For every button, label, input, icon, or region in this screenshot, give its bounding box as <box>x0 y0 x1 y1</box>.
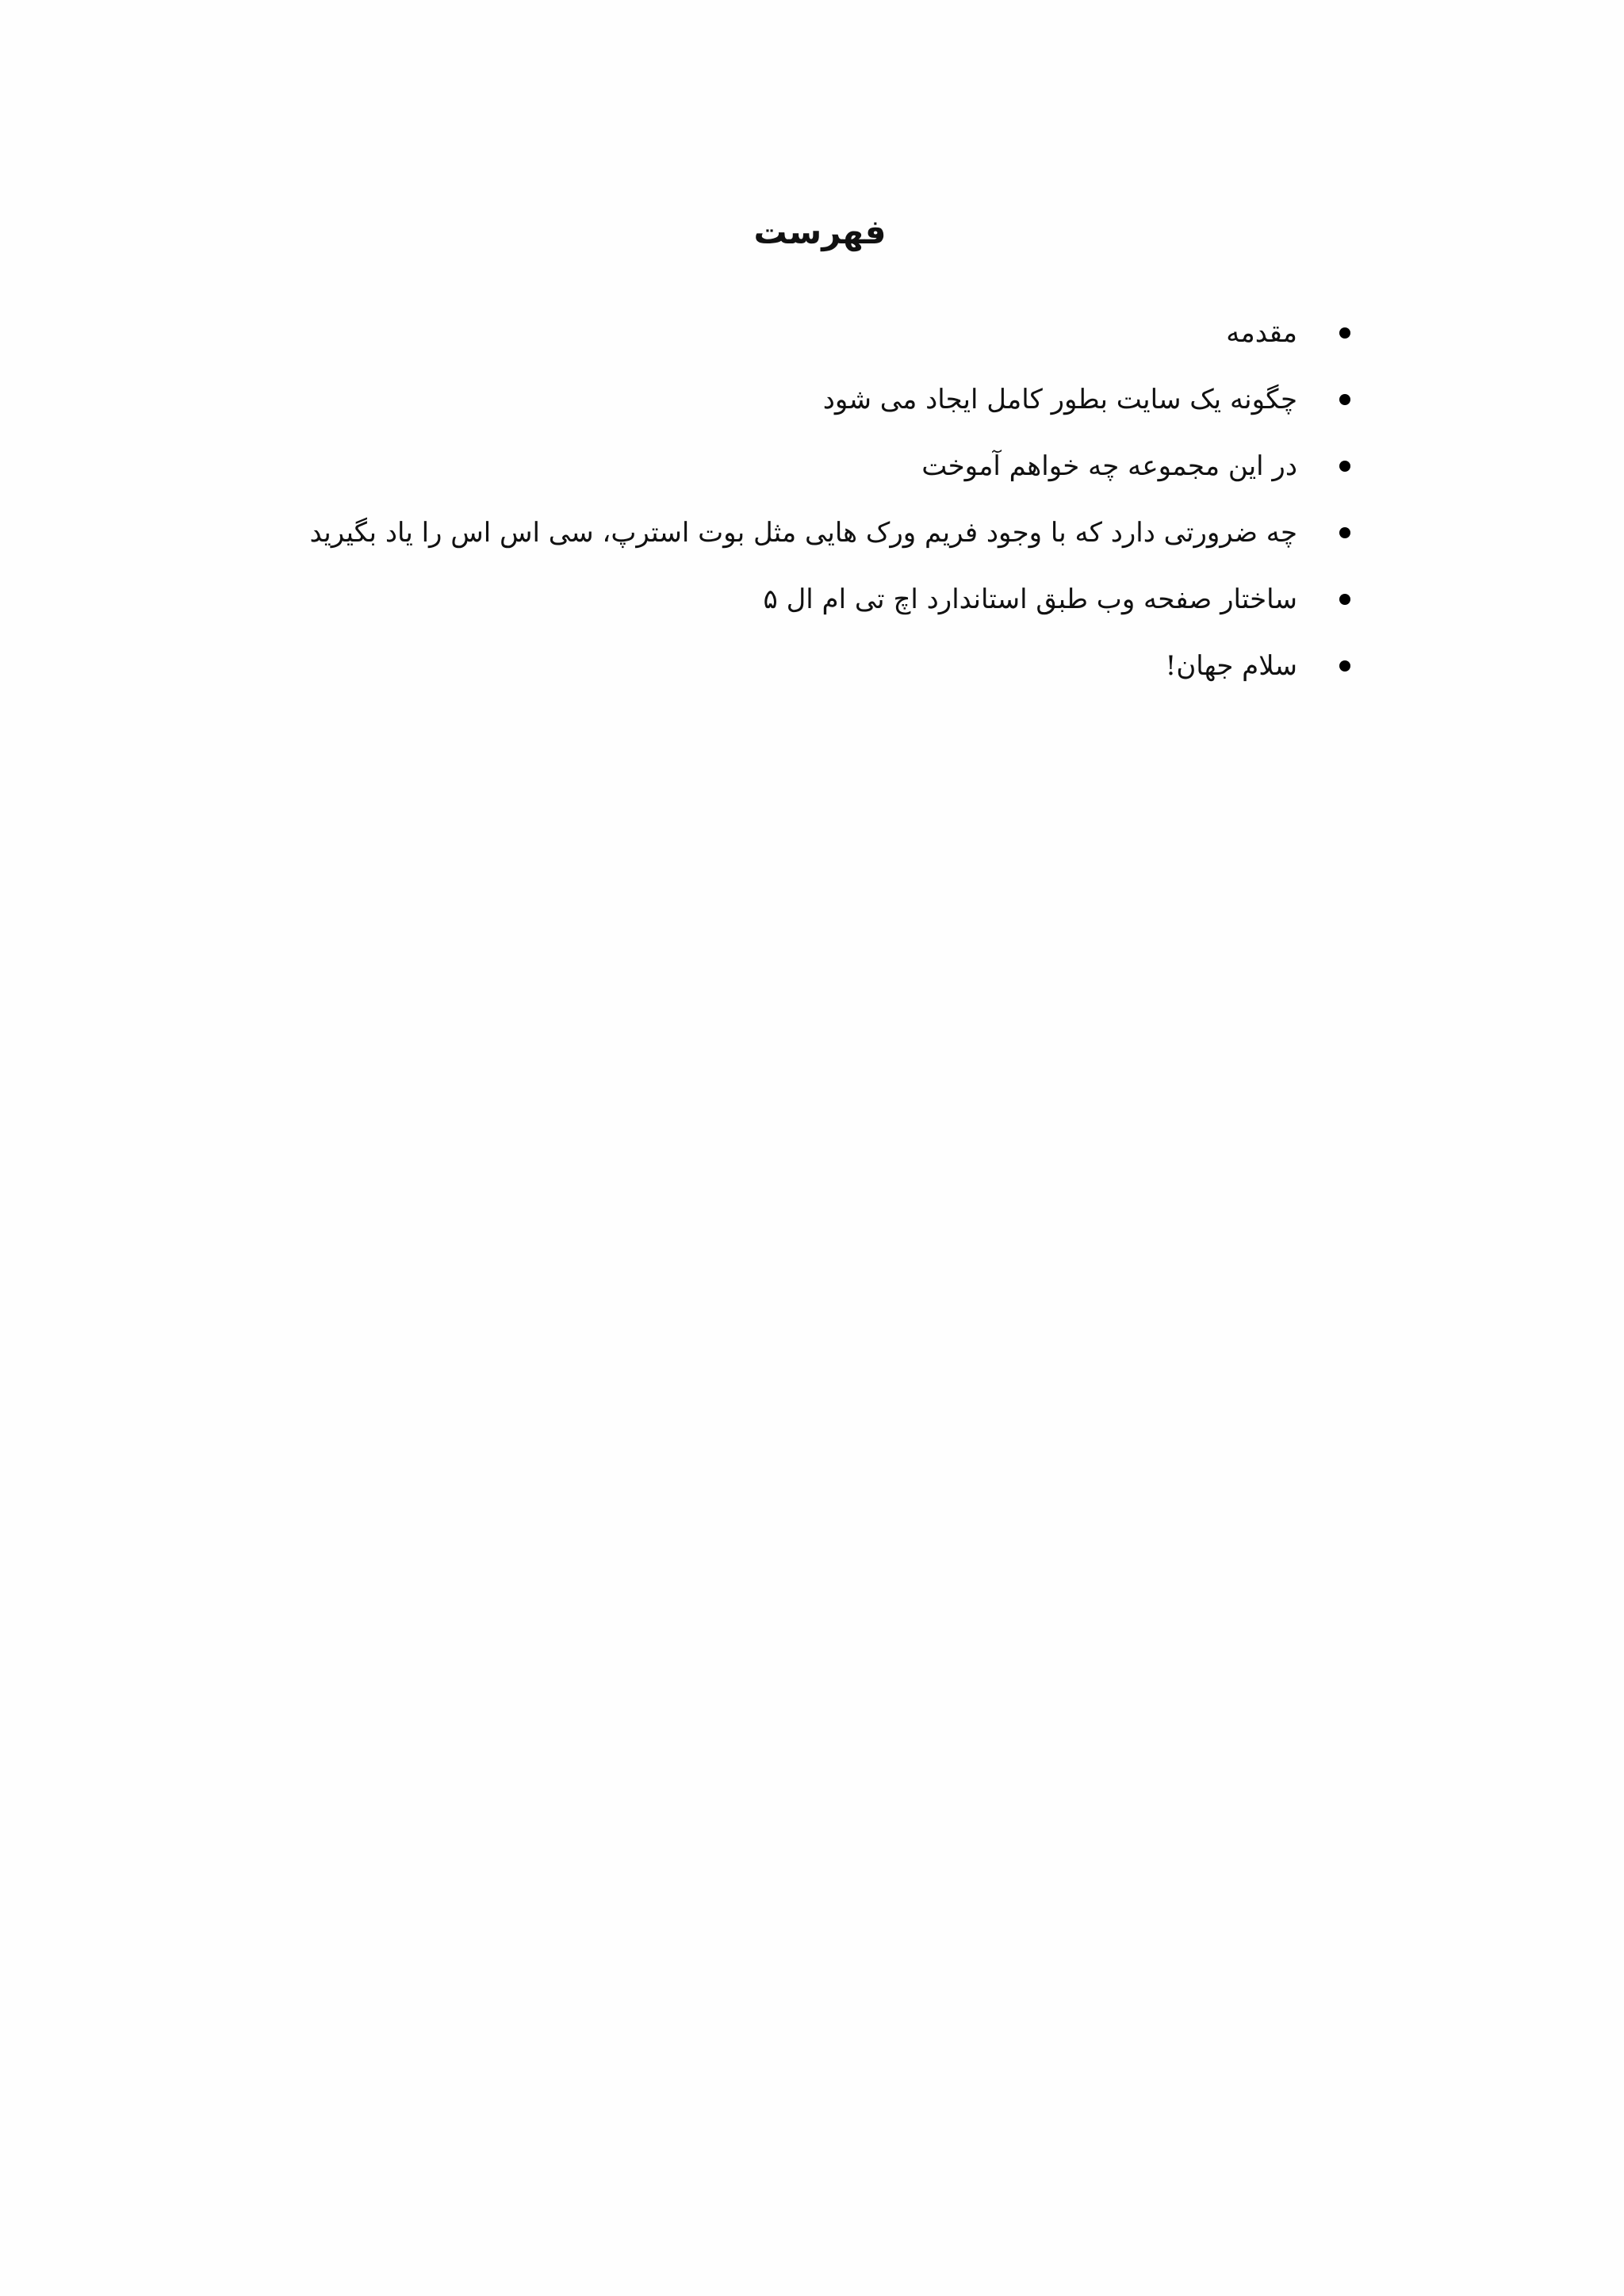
list-item <box>224 566 1350 633</box>
bullet-icon <box>1339 660 1350 672</box>
list-item <box>224 499 1350 566</box>
list-item <box>224 433 1350 499</box>
list-item-text: مقدمه <box>1226 317 1297 349</box>
list-item-text: چگونه یک سایت بطور کامل ایجاد می شود <box>822 384 1297 415</box>
list-item <box>224 366 1350 433</box>
list-item-text: ساختار صفحه وب طبق استاندارد اچ تی ام ال ۵ <box>763 584 1297 615</box>
table-of-contents-list <box>224 300 1350 699</box>
list-item <box>224 300 1350 366</box>
bullet-icon <box>1339 327 1350 339</box>
bullet-icon <box>1339 394 1350 405</box>
bullet-icon <box>1339 527 1350 538</box>
bullet-icon <box>1339 594 1350 605</box>
page-title: فهرست <box>753 212 887 251</box>
list-item-text: چه ضرورتی دارد که با وجود فریم ورک هایی مثل بوت استرپ، سی اس اس را یاد بگیرید <box>309 517 1297 549</box>
bullet-icon <box>1339 461 1350 472</box>
list-item-text: در این مجموعه چه خواهم آموخت <box>921 450 1297 482</box>
list-item <box>224 633 1350 699</box>
list-item-text: سلام جهان! <box>1165 650 1297 682</box>
